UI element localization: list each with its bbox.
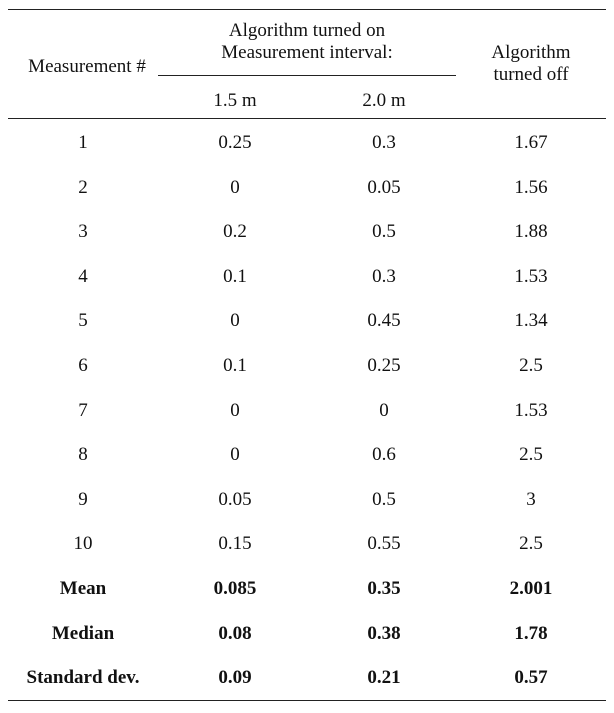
table-cell: 1.56	[514, 176, 548, 198]
table-cell: 1.53	[514, 399, 548, 421]
header-algorithm-on-line2: Measurement interval:	[221, 42, 393, 63]
table-cell: 1.88	[514, 221, 548, 243]
table-cell: 4	[78, 265, 88, 287]
summary-cell: 0.38	[367, 622, 401, 644]
table-cell: 3	[78, 221, 88, 243]
table-top-rule	[8, 9, 606, 10]
table-cell: 0.45	[367, 310, 401, 332]
table-cell: 0.2	[223, 221, 247, 243]
table-cell: 0.5	[372, 221, 396, 243]
header-interval-2-0: 2.0 m	[362, 90, 406, 111]
summary-cell: Mean	[59, 578, 107, 599]
summary-cell: 2.001	[509, 578, 553, 599]
table-cell: 0.25	[218, 132, 252, 153]
summary-cell: 0.085	[213, 578, 257, 599]
header-algorithm-off-line2: turned off	[493, 64, 569, 85]
summary-cell: 0.35	[367, 578, 401, 599]
header-group-rule	[158, 75, 456, 76]
table-cell: 0.5	[372, 488, 396, 510]
table-cell: 0	[230, 399, 240, 421]
table-cell: 0.3	[372, 132, 396, 153]
header-interval-1-5: 1.5 m	[213, 90, 257, 111]
header-algorithm-off-line1: Algorithm	[491, 42, 571, 63]
table-cell: 1.53	[514, 265, 548, 287]
table-cell: 6	[78, 355, 88, 376]
table-cell: 1.67	[514, 132, 548, 153]
table-bottom-rule	[8, 700, 606, 701]
table-cell: 0.3	[372, 265, 396, 287]
summary-cell: Median	[51, 622, 115, 644]
header-algorithm-on-line1: Algorithm turned on	[228, 20, 386, 41]
summary-cell: 1.78	[514, 622, 548, 644]
summary-cell: 0.08	[218, 622, 252, 644]
summary-cell: 0.57	[514, 667, 548, 689]
table-cell: 0.05	[218, 488, 252, 510]
header-algorithm-on	[158, 20, 456, 64]
table-cell: 10	[73, 533, 93, 555]
table-cell: 0.1	[223, 355, 247, 376]
table-cell: 2.5	[519, 533, 543, 555]
table-cell: 2.5	[519, 355, 543, 376]
table-cell: 2.5	[519, 444, 543, 466]
summary-cell: 0.09	[218, 667, 252, 689]
table-cell: 0	[379, 399, 389, 421]
table-cell: 0	[230, 444, 240, 466]
table-cell: 0.05	[367, 176, 401, 198]
table-cell: 0.1	[223, 265, 247, 287]
summary-cell: 0.21	[367, 667, 401, 689]
table-cell: 0	[230, 310, 240, 332]
table-cell: 1	[78, 132, 88, 153]
table-cell: 0.55	[367, 533, 401, 555]
table-cell: 0	[230, 176, 240, 198]
header-bottom-rule	[8, 118, 606, 119]
table-cell: 8	[78, 444, 88, 466]
table-cell: 0.6	[372, 444, 396, 466]
summary-cell: Standard dev.	[26, 667, 140, 689]
table-cell: 3	[526, 488, 536, 510]
table-cell: 7	[78, 399, 88, 421]
table-cell: 5	[78, 310, 88, 332]
table-cell: 0.15	[218, 533, 252, 555]
header-algorithm-off	[456, 42, 606, 86]
table-cell: 1.34	[514, 310, 548, 332]
header-measurement: Measurement #	[28, 56, 146, 77]
table-cell: 2	[78, 176, 88, 198]
table-cell: 0.25	[367, 355, 401, 376]
table-cell: 9	[78, 488, 88, 510]
